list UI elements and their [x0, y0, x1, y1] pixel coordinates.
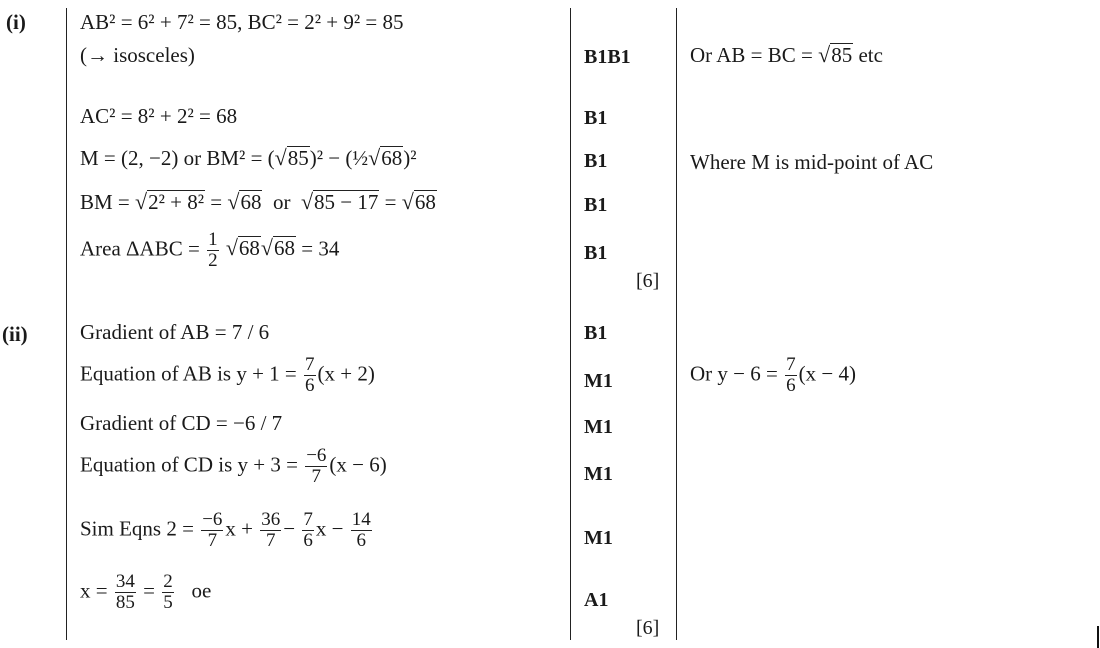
note-ab-eq-bc: Or AB = BC = √85 etc [690, 42, 883, 67]
line-ab-bc-squared: AB² = 6² + 7² = 85, BC² = 2² + 9² = 85 [80, 10, 404, 34]
sqrt-85-17: √85 − 17 [300, 189, 379, 214]
mark-ii-6: A1 [584, 589, 609, 611]
mark-ii-3: M1 [584, 416, 613, 438]
part-label-ii: (ii) [2, 322, 28, 346]
fraction: $\frac{7}{6}$ [303, 509, 313, 551]
fraction-7-6: $\frac{7}{6}$ [305, 354, 315, 396]
line-ac-squared: AC² = 8² + 2² = 68 [80, 104, 238, 128]
note-midpoint: Where M is mid-point of AC [690, 150, 934, 174]
sqrt-2sq-8sq: √2² + 8² [135, 189, 205, 214]
text: )² − (½ [309, 146, 369, 170]
fraction: $\frac{36}{7}$ [261, 509, 281, 551]
fraction-7-6: $\frac{7}{6}$ [786, 354, 796, 396]
line-equation-cd: Equation of CD is y + 3 = $\frac{-6}{7}$ (x − 6) [80, 445, 387, 487]
line-gradient-ab: Gradient of AB = 7 / 6 [80, 320, 270, 344]
fraction: $\frac{2}{5}$ [163, 571, 173, 613]
fraction: $\frac{-6}{7}$ [202, 509, 223, 551]
fraction-neg6-7: $\frac{-6}{7}$ [306, 445, 327, 487]
mark-i-2: B1 [584, 107, 608, 129]
sqrt-85: √85 [274, 145, 309, 170]
mark-ii-2: M1 [584, 370, 613, 392]
line-sim-eqns: Sim Eqns 2 = $\frac{-6}{7}$ x + $\frac{36}{7}$ − $\frac{7}{6}$ x − $\frac{14}{6}$ [80, 509, 371, 551]
line-area: Area ΔABC = $\frac{1}{2}$ √68√68 = 34 [80, 229, 340, 271]
text-cursor [1097, 626, 1099, 648]
column-divider-marks-right [676, 8, 677, 640]
line-equation-ab: Equation of AB is y + 1 = $\frac{7}{6}$ (x + 2) [80, 354, 375, 396]
part-label-i: (i) [6, 10, 26, 34]
mark-i-5: B1 [584, 242, 608, 264]
mark-ii-1: B1 [584, 322, 608, 344]
mark-i-4: B1 [584, 194, 608, 216]
sqrt-68: √68 [401, 189, 436, 214]
fraction: $\frac{14}{6}$ [351, 509, 371, 551]
line-x-solution: x = $\frac{34}{85}$ = $\frac{2}{5}$ oe [80, 571, 212, 613]
fraction: $\frac{34}{85}$ [115, 571, 135, 613]
sqrt-68: √68 [227, 189, 262, 214]
mark-i-1: B1B1 [584, 46, 631, 68]
text: M = (2, −2) or BM² = ( [80, 146, 275, 170]
mark-ii-4: M1 [584, 463, 613, 485]
fraction-half: $\frac{1}{2}$ [208, 229, 218, 271]
mark-i-3: B1 [584, 150, 608, 172]
line-gradient-cd: Gradient of CD = −6 / 7 [80, 411, 283, 435]
mark-ii-5: M1 [584, 527, 613, 549]
sqrt-68: √68 [225, 235, 260, 261]
column-divider-left [66, 8, 67, 640]
total-ii: [6] [636, 617, 660, 639]
text: )² [403, 146, 417, 170]
total-i: [6] [636, 270, 660, 292]
line-midpoint-bm [80, 146, 417, 169]
note-alt-equation: Or y − 6 = $\frac{7}{6}$ (x − 4) [690, 354, 856, 396]
line-isosceles: (→ isosceles) [80, 43, 195, 67]
column-divider-marks-left [570, 8, 571, 640]
sqrt-85: √85 [818, 42, 853, 67]
sqrt-68: √68 [368, 145, 403, 170]
sqrt-68: √68 [260, 235, 295, 261]
line-bm-value: BM = √2² + 8² = √68 or √85 − 17 = √68 [80, 189, 436, 214]
